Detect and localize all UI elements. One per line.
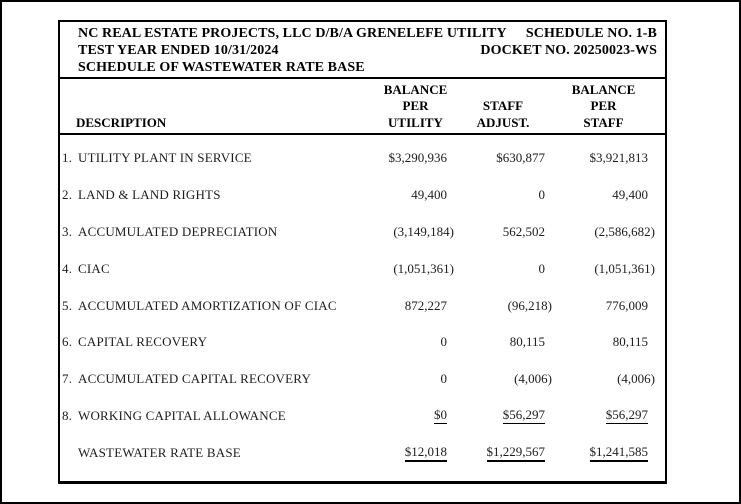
row-number: 7. — [62, 371, 73, 387]
schedule-title: SCHEDULE OF WASTEWATER RATE BASE — [78, 60, 365, 75]
row-label: ACCUMULATED CAPITAL RECOVERY — [78, 371, 312, 387]
balance-per-utility-value: (3,149,184) — [393, 223, 454, 239]
balance-per-staff-value: 49,400 — [612, 187, 648, 203]
balance-per-staff-value: (4,006) — [617, 371, 655, 387]
table-row — [62, 398, 665, 435]
docket-number: DOCKET NO. 20250023-WS — [480, 43, 657, 58]
staff-adjust-value: 80,115 — [509, 334, 545, 350]
test-year: TEST YEAR ENDED 10/31/2024 — [78, 43, 279, 58]
column-header-balance-per-utility: BALANCE PER UTILITY — [383, 81, 448, 130]
column-headers — [60, 79, 665, 135]
staff-adjust-value: 0 — [538, 187, 545, 203]
table-row — [62, 140, 665, 177]
balance-per-utility-value: 0 — [440, 334, 447, 350]
staff-adjust-value: 0 — [538, 260, 545, 276]
row-number: 6. — [62, 334, 73, 350]
schedule-header — [60, 22, 665, 79]
row-label: UTILITY PLANT IN SERVICE — [78, 150, 252, 166]
column-header-description: DESCRIPTION — [76, 114, 167, 130]
staff-adjust-value: $630,877 — [496, 150, 545, 166]
balance-per-utility-value: 0 — [440, 371, 447, 387]
table-row — [62, 324, 665, 361]
balance-per-utility-value: (1,051,361) — [393, 260, 454, 276]
balance-per-utility-value: 49,400 — [411, 187, 447, 203]
balance-per-staff-value: (2,586,682) — [594, 223, 655, 239]
row-number: 4. — [62, 260, 73, 276]
column-header-staff-adjust: STAFF ADJUST. — [476, 98, 530, 130]
company-title: NC REAL ESTATE PROJECTS, LLC D/B/A GRENELEFE UTILITY — [78, 26, 507, 41]
total-row — [62, 434, 665, 471]
table-body — [60, 135, 665, 471]
row-label: LAND & LAND RIGHTS — [78, 187, 221, 203]
row-number: 1. — [62, 150, 73, 166]
table-row — [62, 214, 665, 251]
staff-adjust-value: 562,502 — [502, 223, 545, 239]
total-label: WASTEWATER RATE BASE — [78, 444, 241, 460]
balance-per-staff-value: $56,297 — [605, 407, 648, 423]
column-header-balance-per-staff: BALANCE PER STAFF — [571, 81, 636, 130]
total-balance-per-utility: $12,018 — [405, 444, 447, 462]
balance-per-staff-value: $3,921,813 — [589, 150, 648, 166]
row-label: CIAC — [78, 260, 110, 276]
balance-per-staff-value: (1,051,361) — [594, 260, 655, 276]
row-label: WORKING CAPITAL ALLOWANCE — [78, 407, 286, 423]
total-staff-adjust: $1,229,567 — [487, 444, 546, 462]
row-number: 5. — [62, 297, 73, 313]
balance-per-staff-value: 776,009 — [605, 297, 648, 313]
table-row — [62, 287, 665, 324]
schedule-table — [58, 20, 667, 484]
staff-adjust-value: (4,006) — [514, 371, 552, 387]
row-number: 2. — [62, 187, 73, 203]
row-number: 3. — [62, 223, 73, 239]
row-number: 8. — [62, 407, 73, 423]
balance-per-utility-value: 872,227 — [404, 297, 447, 313]
balance-per-utility-value: $3,290,936 — [388, 150, 447, 166]
table-row — [62, 177, 665, 214]
table-row — [62, 250, 665, 287]
row-label: ACCUMULATED DEPRECIATION — [78, 223, 278, 239]
schedule-number: SCHEDULE NO. 1-B — [525, 26, 657, 41]
balance-per-staff-value: 80,115 — [612, 334, 648, 350]
row-label: CAPITAL RECOVERY — [78, 334, 208, 350]
balance-per-utility-value: $0 — [434, 407, 447, 423]
row-label: ACCUMULATED AMORTIZATION OF CIAC — [78, 297, 337, 313]
table-row — [62, 361, 665, 398]
staff-adjust-value: $56,297 — [502, 407, 545, 423]
total-balance-per-staff: $1,241,585 — [590, 444, 649, 462]
staff-adjust-value: (96,218) — [507, 297, 552, 313]
